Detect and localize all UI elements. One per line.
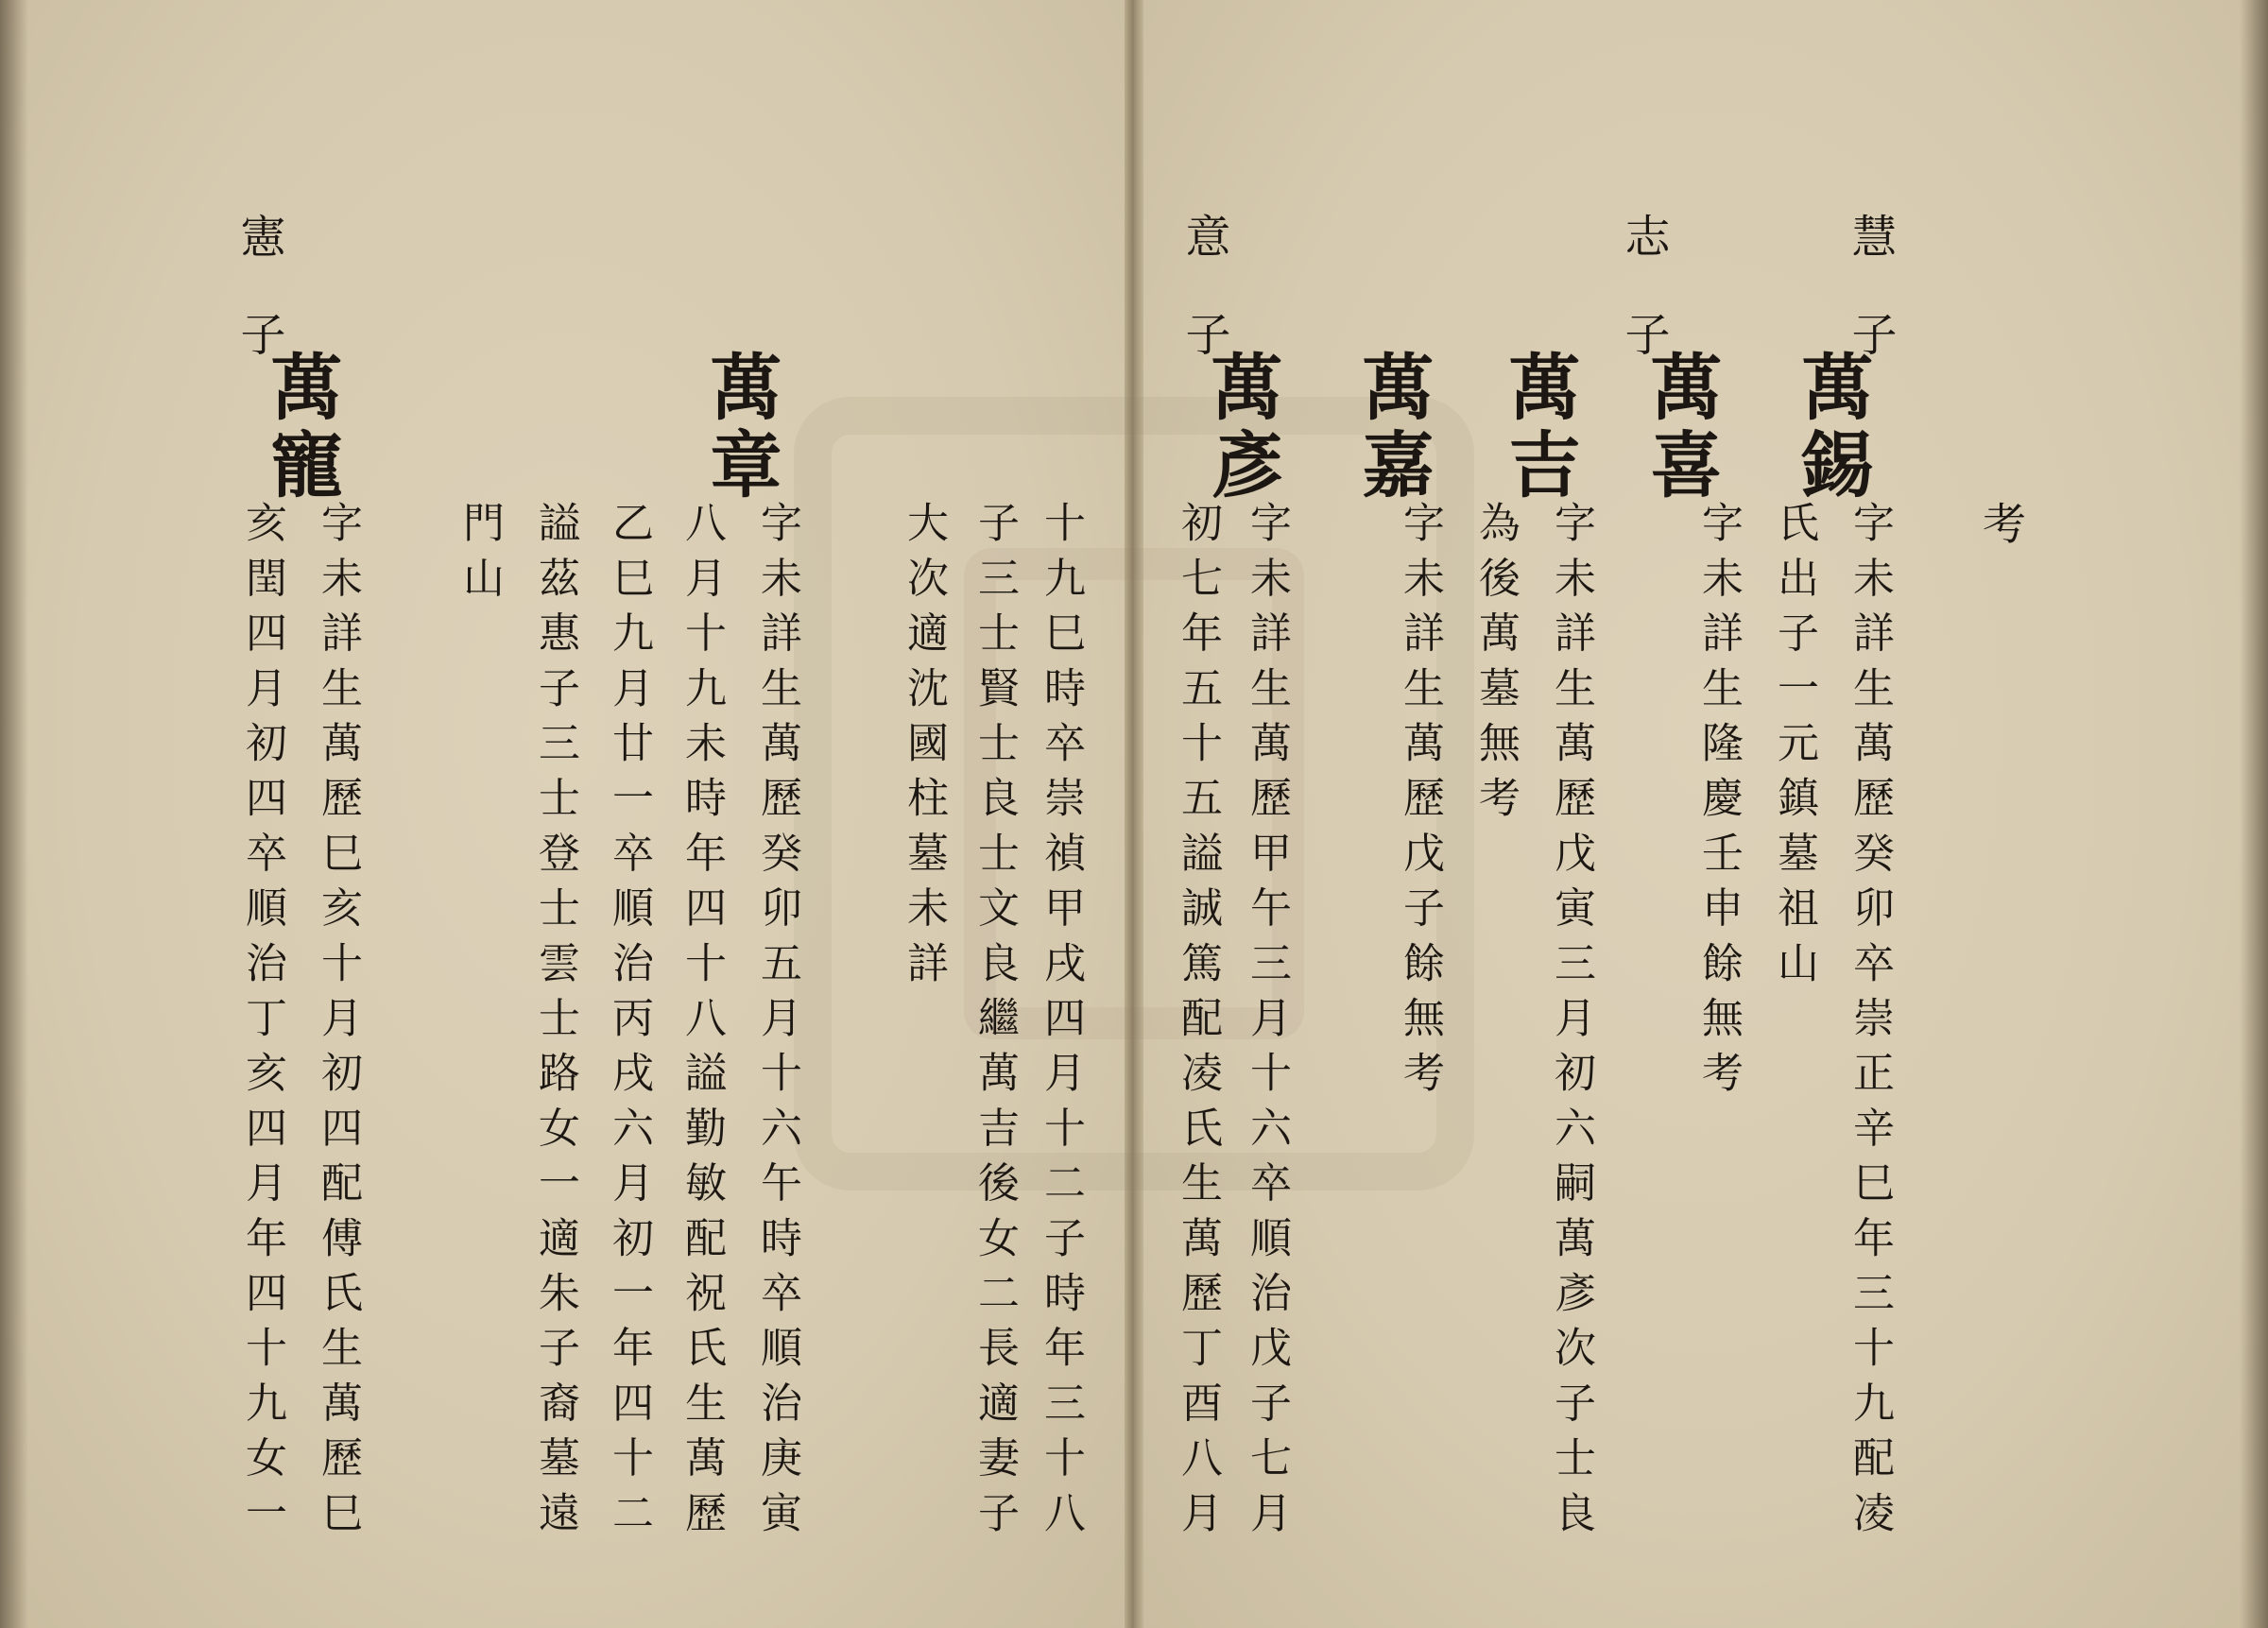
column-9: 十九巳時卒崇禎甲戌四月十二子時年三十八 — [1037, 501, 1085, 1546]
column-3: 字未詳生隆慶壬申餘無考 — [1694, 501, 1743, 1106]
column-12: 字未詳生萬歷癸卯五月十六午時卒順治庚寅 — [753, 501, 801, 1546]
page-edge-right — [2240, 0, 2268, 1628]
name-wanjia: 萬嘉 — [1350, 350, 1435, 505]
kao-column: 考 — [1976, 501, 2027, 544]
column-15: 謚茲惠子三士登士雲士路女一適朱子裔墓遠 — [531, 501, 579, 1546]
page-edge-left — [0, 0, 28, 1628]
column-2: 氏出子一元鎮墓祖山 — [1770, 501, 1818, 996]
column-16: 門山 — [455, 501, 504, 611]
header-hui: 慧子 — [1844, 213, 1897, 409]
column-5: 為後萬墓無考 — [1471, 501, 1520, 831]
name-wanchong: 萬寵 — [259, 350, 343, 505]
header-xian: 憲子 — [232, 213, 285, 409]
name-wanxi: 萬錫 — [1790, 350, 1874, 505]
column-10: 子三士賢士良士文良繼萬吉後女二長適妻子 — [971, 501, 1019, 1546]
column-7: 字未詳生萬歷甲午三月十六卒順治戊子七月 — [1243, 501, 1291, 1546]
column-11: 大次適沈國柱墓未詳 — [900, 501, 948, 996]
header-zhi: 志子 — [1617, 213, 1670, 409]
name-wanyan: 萬彥 — [1199, 350, 1283, 505]
column-6: 字未詳生萬歷戊子餘無考 — [1396, 501, 1444, 1106]
name-wanji: 萬吉 — [1497, 350, 1581, 505]
column-17: 字未詳生萬歷巳亥十月初四配傅氏生萬歷巳 — [314, 501, 362, 1546]
column-8: 初七年五十五謚誠篤配凌氏生萬歷丁酉八月 — [1174, 501, 1222, 1546]
name-wanzhang: 萬章 — [698, 350, 782, 505]
column-1: 字未詳生萬歷癸卯卒崇正辛巳年三十九配凌 — [1846, 501, 1894, 1546]
column-18: 亥閏四月初四卒順治丁亥四月年四十九女一 — [238, 501, 286, 1546]
header-yi: 意子 — [1177, 213, 1230, 409]
column-14: 乙巳九月廿一卒順治丙戌六月初一年四十二 — [605, 501, 653, 1546]
column-13: 八月十九未時年四十八謚勤敏配祝氏生萬歷 — [678, 501, 726, 1546]
column-4: 字未詳生萬歷戊寅三月初六嗣萬彥次子士良 — [1547, 501, 1595, 1546]
name-wanxi2: 萬喜 — [1639, 350, 1723, 505]
